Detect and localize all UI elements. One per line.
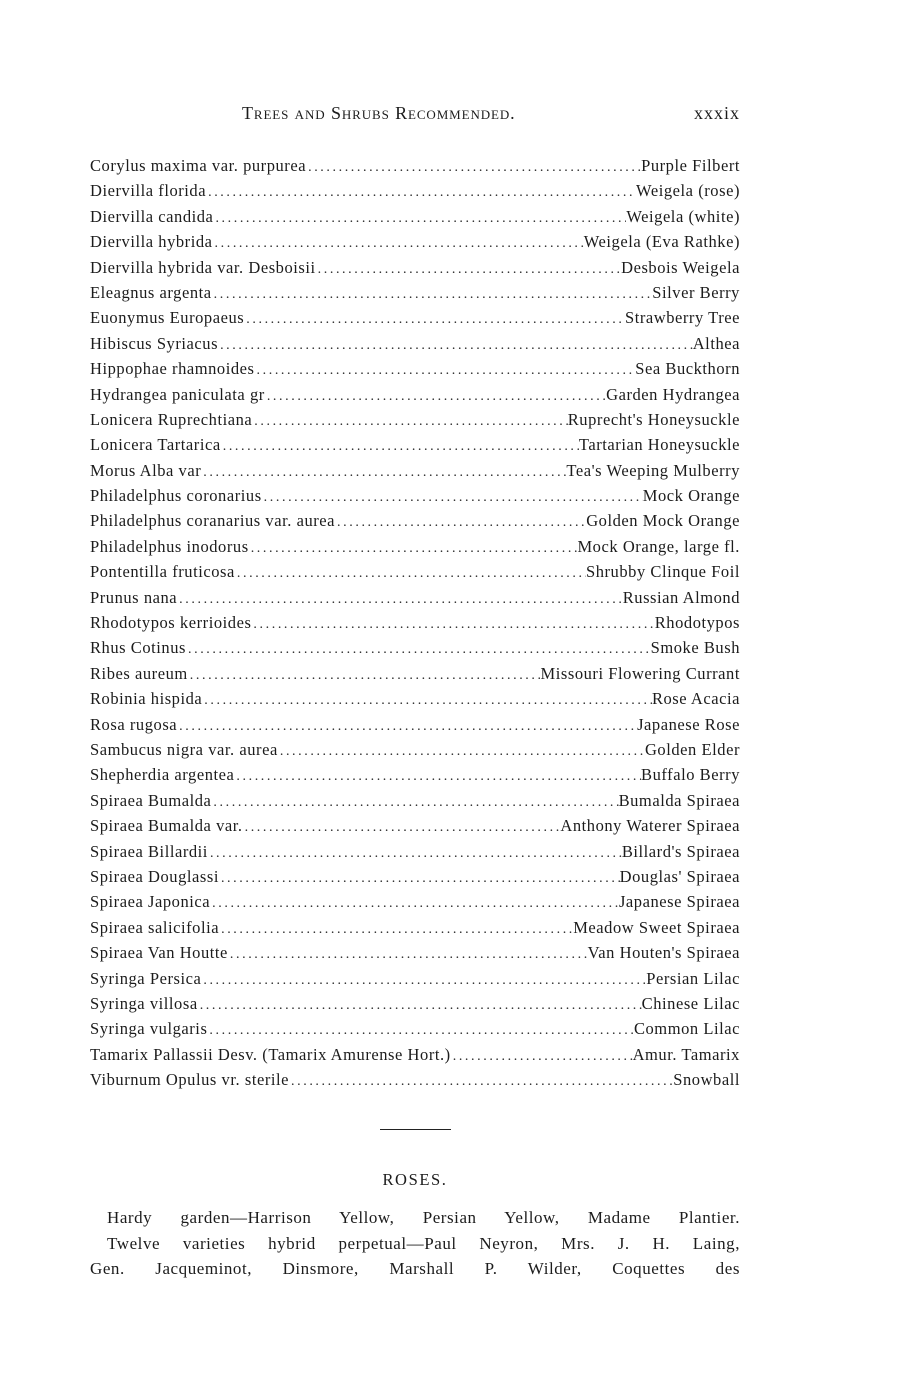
- plant-row: [90, 867, 740, 892]
- common-name: Russian Almond: [622, 587, 740, 607]
- plant-row: [90, 943, 740, 968]
- common-name: Chinese Lilac: [641, 993, 740, 1013]
- common-name: Strawberry Tree: [624, 308, 740, 328]
- plant-row: [90, 385, 740, 410]
- botanical-name: Spiraea Douglassi: [90, 866, 219, 886]
- botanical-name: Syringa Persica: [90, 968, 202, 988]
- dot-leader: [243, 820, 561, 836]
- botanical-name: Spiraea Japonica: [90, 892, 211, 912]
- botanical-name: Rosa rugosa: [90, 714, 178, 734]
- common-name: Mock Orange, large fl.: [577, 536, 740, 556]
- botanical-name: Hippophae rhamnoides: [90, 359, 255, 379]
- dot-leader: [212, 287, 653, 303]
- dot-leader: [213, 236, 584, 252]
- common-name: Japanese Spiraea: [618, 892, 740, 912]
- plant-row: [90, 1045, 740, 1070]
- common-name: Golden Elder: [644, 739, 740, 759]
- plant-row: [90, 207, 740, 232]
- dot-leader: [201, 973, 646, 989]
- plant-row: [90, 765, 740, 790]
- plant-row: [90, 740, 740, 765]
- dot-leader: [210, 896, 619, 912]
- common-name: Mock Orange: [642, 486, 740, 506]
- dot-leader: [234, 769, 641, 785]
- botanical-name: Spiraea Van Houtte: [90, 943, 228, 963]
- botanical-name: Diervilla hybrida: [90, 232, 213, 252]
- common-name: Silver Berry: [652, 282, 740, 302]
- plant-row: [90, 410, 740, 435]
- common-name: Tea's Weeping Mulberry: [566, 460, 740, 480]
- botanical-name: Diervilla florida: [90, 181, 207, 201]
- plant-row: [90, 537, 740, 562]
- common-name: Tartarian Honeysuckle: [578, 435, 740, 455]
- dot-leader: [262, 490, 643, 506]
- dot-leader: [211, 795, 618, 811]
- dot-leader: [335, 515, 586, 531]
- plant-row: [90, 791, 740, 816]
- dot-leader: [251, 617, 654, 633]
- plant-row: [90, 156, 740, 181]
- plant-row: [90, 308, 740, 333]
- common-name: Common Lilac: [633, 1019, 740, 1039]
- dot-leader: [278, 744, 645, 760]
- common-name: Sea Buckthorn: [635, 359, 740, 379]
- common-name: Weigela (Eva Rathke): [583, 232, 740, 252]
- common-name: Van Houten's Spiraea: [587, 943, 740, 963]
- dot-leader: [228, 947, 588, 963]
- common-name: Garden Hydrangea: [606, 384, 740, 404]
- botanical-name: Diervilla hybrida var. Desboisii: [90, 257, 316, 277]
- plant-row: [90, 892, 740, 917]
- plant-row: [90, 334, 740, 359]
- dot-leader: [235, 566, 586, 582]
- common-name: Amur. Tamarix: [632, 1044, 740, 1064]
- dot-leader: [249, 541, 578, 557]
- botanical-name: Sambucus nigra var. aurea: [90, 739, 278, 759]
- botanical-name: Philadelphus coronarius: [90, 486, 262, 506]
- botanical-name: Spiraea Bumalda: [90, 790, 212, 810]
- botanical-name: Robinia hispida: [90, 689, 203, 709]
- plant-row: [90, 664, 740, 689]
- page-header: [90, 103, 740, 129]
- common-name: Rose Acacia: [651, 689, 740, 709]
- running-title: Trees and Shrubs Recommended.: [242, 103, 516, 123]
- dot-leader: [202, 693, 652, 709]
- paragraph-line: Gen. Jacqueminot, Dinsmore, Marshall P. Wilder, Coquettes des: [90, 1259, 740, 1278]
- dot-leader: [188, 668, 541, 684]
- botanical-name: Shepherdia argentea: [90, 765, 235, 785]
- dot-leader: [208, 846, 622, 862]
- plant-row: [90, 613, 740, 638]
- plant-row: [90, 994, 740, 1019]
- common-name: Meadow Sweet Spiraea: [573, 917, 740, 937]
- botanical-name: Philadelphus inodorus: [90, 536, 249, 556]
- plant-row: [90, 638, 740, 663]
- dot-leader: [177, 592, 623, 608]
- dot-leader: [289, 1074, 673, 1090]
- botanical-name: Syringa villosa: [90, 993, 198, 1013]
- botanical-name: Diervilla candida: [90, 206, 214, 226]
- dot-leader: [219, 922, 573, 938]
- plant-row: [90, 689, 740, 714]
- plant-row: [90, 715, 740, 740]
- plant-row: [90, 1019, 740, 1044]
- botanical-name: Euonymus Europaeus: [90, 308, 245, 328]
- dot-leader: [306, 160, 641, 176]
- botanical-name: Prunus nana: [90, 587, 178, 607]
- dot-leader: [207, 1023, 634, 1039]
- plant-row: [90, 562, 740, 587]
- botanical-name: Hydrangea paniculata gr: [90, 384, 265, 404]
- dot-leader: [186, 642, 651, 658]
- common-name: Shrubby Clinque Foil: [585, 562, 740, 582]
- dot-leader: [218, 338, 693, 354]
- dot-leader: [252, 414, 567, 430]
- botanical-name: Syringa vulgaris: [90, 1019, 208, 1039]
- plant-row: [90, 511, 740, 536]
- botanical-name: Morus Alba var: [90, 460, 202, 480]
- dot-leader: [265, 389, 606, 405]
- common-name: Althea: [692, 333, 740, 353]
- common-name: Weigela (rose): [636, 181, 740, 201]
- plant-row: [90, 258, 740, 283]
- botanical-name: Rhodotypos kerrioides: [90, 613, 252, 633]
- common-name: Weigela (white): [626, 206, 740, 226]
- dot-leader: [451, 1049, 633, 1065]
- dot-leader: [255, 363, 636, 379]
- botanical-name: Spiraea Billardii: [90, 841, 208, 861]
- common-name: Anthony Waterer Spiraea: [560, 816, 740, 836]
- common-name: Missouri Flowering Currant: [540, 663, 740, 683]
- paragraph-line: Hardy garden—Harrison Yellow, Persian Yellow, Madame Plantier.: [107, 1208, 740, 1227]
- common-name: Billard's Spiraea: [621, 841, 740, 861]
- common-name: Persian Lilac: [646, 968, 740, 988]
- botanical-name: Eleagnus argenta: [90, 282, 212, 302]
- botanical-name: Lonicera Ruprechtiana: [90, 409, 253, 429]
- common-name: Snowball: [673, 1070, 740, 1090]
- common-name: Smoke Bush: [650, 638, 740, 658]
- dot-leader: [177, 719, 637, 735]
- dot-leader: [213, 211, 626, 227]
- section-divider: [380, 1129, 451, 1130]
- dot-leader: [201, 465, 566, 481]
- botanical-name: Viburnum Opulus vr. sterile: [90, 1070, 290, 1090]
- common-name: Douglas' Spiraea: [619, 866, 740, 886]
- plant-row: [90, 816, 740, 841]
- dot-leader: [219, 871, 620, 887]
- botanical-name: Tamarix Pallassii Desv. (Tamarix Amurense Hort.): [90, 1044, 451, 1064]
- plant-row: [90, 486, 740, 511]
- dot-leader: [198, 998, 642, 1014]
- plant-row: [90, 283, 740, 308]
- plant-row: [90, 232, 740, 257]
- dot-leader: [316, 262, 621, 278]
- botanical-name: Philadelphus coranarius var. aurea: [90, 511, 336, 531]
- common-name: Ruprecht's Honeysuckle: [567, 409, 740, 429]
- common-name: Rhodotypos: [654, 613, 740, 633]
- botanical-name: Corylus maxima var. purpurea: [90, 156, 307, 175]
- dot-leader: [206, 185, 636, 201]
- plant-row: [90, 1070, 740, 1095]
- botanical-name: Pontentilla fruticosa: [90, 562, 235, 582]
- plant-row: [90, 461, 740, 486]
- common-name: Golden Mock Orange: [586, 511, 740, 531]
- roses-paragraph: [90, 1208, 740, 1285]
- page-number: xxxix: [693, 103, 740, 123]
- common-name: Buffalo Berry: [641, 765, 740, 785]
- dot-leader: [221, 439, 579, 455]
- plant-row: [90, 918, 740, 943]
- plant-row: [90, 359, 740, 384]
- common-name: Desbois Weigela: [621, 257, 740, 277]
- paragraph-line: Twelve varieties hybrid perpetual—Paul Neyron, Mrs. J. H. Laing,: [107, 1233, 740, 1253]
- botanical-name: Spiraea Bumalda var.: [90, 816, 243, 836]
- botanical-name: Rhus Cotinus: [90, 638, 186, 658]
- plant-list: [90, 156, 740, 1095]
- common-name: Japanese Rose: [637, 714, 740, 734]
- botanical-name: Ribes aureum: [90, 663, 188, 683]
- botanical-name: Spiraea salicifolia: [90, 917, 220, 937]
- roses-section-title: ROSES.: [382, 1170, 448, 1189]
- plant-row: [90, 435, 740, 460]
- plant-row: [90, 969, 740, 994]
- dot-leader: [244, 312, 625, 328]
- botanical-name: Lonicera Tartarica: [90, 435, 221, 455]
- plant-row: [90, 588, 740, 613]
- common-name: Purple Filbert: [641, 156, 740, 175]
- plant-row: [90, 181, 740, 206]
- plant-row: [90, 842, 740, 867]
- common-name: Bumalda Spiraea: [618, 790, 740, 810]
- botanical-name: Hibiscus Syriacus: [90, 333, 219, 353]
